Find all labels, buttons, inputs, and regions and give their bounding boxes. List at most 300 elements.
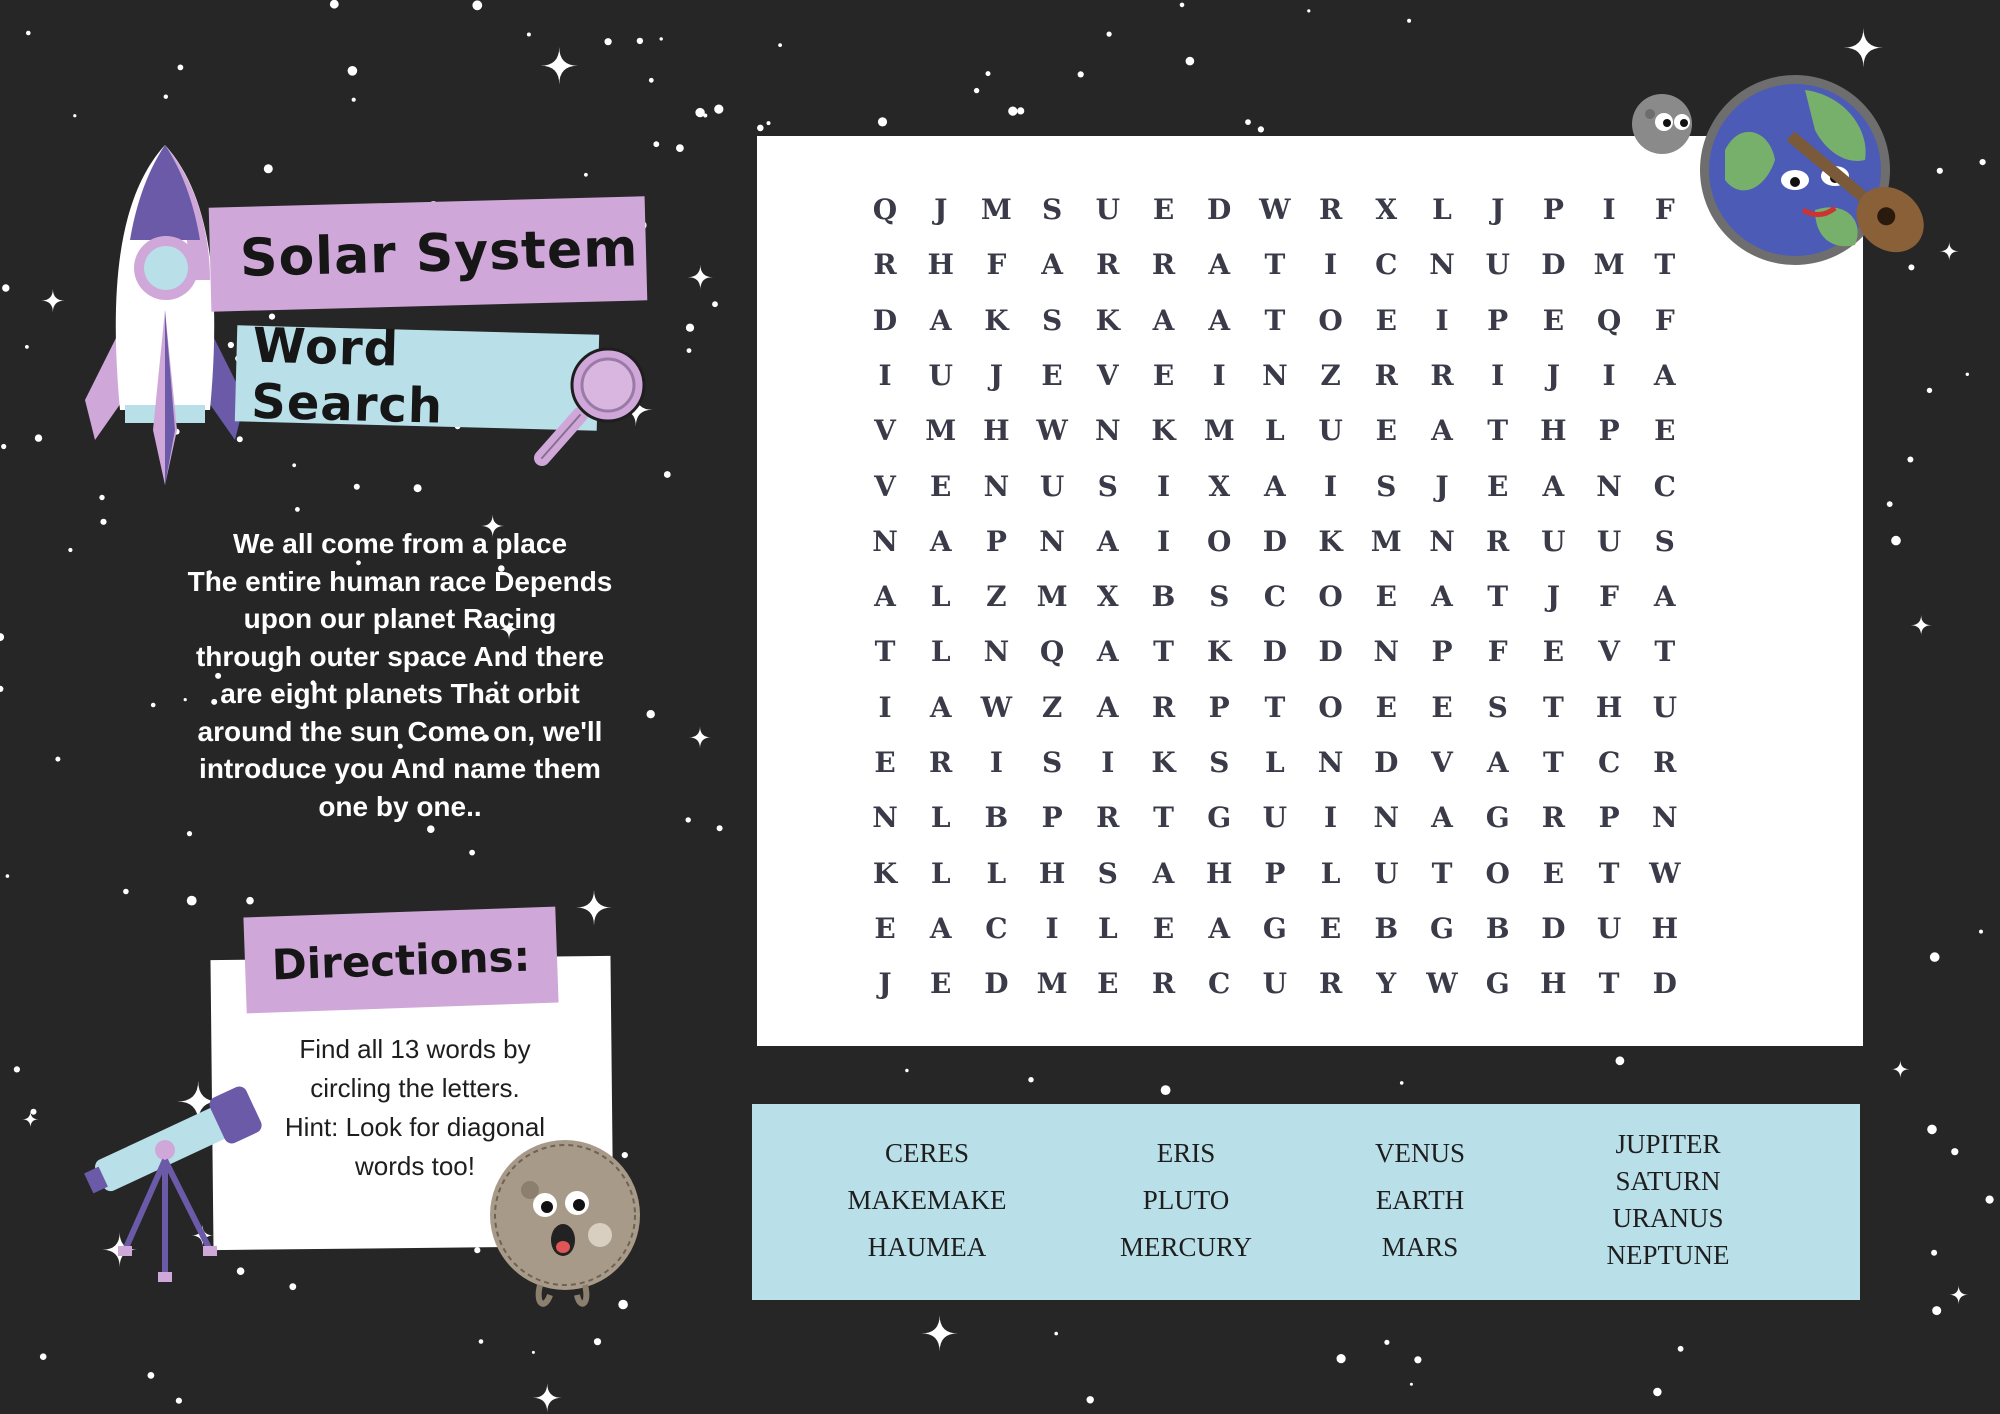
grid-letter[interactable]: R: [1318, 193, 1343, 226]
grid-letter[interactable]: F: [1599, 580, 1620, 614]
star-dot: [2, 284, 9, 291]
grid-letter[interactable]: A: [929, 303, 952, 337]
star-dot: [187, 896, 197, 906]
grid-letter[interactable]: U: [1652, 690, 1677, 724]
grid-letter[interactable]: L: [1097, 911, 1118, 945]
grid-letter[interactable]: B: [1374, 911, 1399, 945]
grid-letter[interactable]: N: [1095, 414, 1121, 448]
grid-letter[interactable]: Q: [1039, 635, 1065, 669]
grid-letter[interactable]: I: [1156, 469, 1171, 503]
star-dot: [1966, 373, 1969, 376]
grid-letter[interactable]: L: [986, 856, 1007, 890]
grid-letter[interactable]: L: [930, 580, 951, 614]
moon-character-icon: [485, 1135, 645, 1315]
grid-letter[interactable]: U: [1596, 911, 1622, 945]
star-dot: [1400, 1081, 1404, 1085]
grid-row: [865, 522, 1705, 562]
grid-letter[interactable]: E: [1375, 303, 1397, 337]
grid-letter[interactable]: U: [1596, 524, 1622, 558]
grid-letter[interactable]: D: [1318, 635, 1343, 669]
word-list-item: SATURN: [1615, 1166, 1721, 1196]
grid-letter[interactable]: S: [1041, 303, 1063, 337]
grid-letter[interactable]: E: [1375, 690, 1397, 724]
star-icon: [1844, 28, 1883, 67]
grid-letter[interactable]: T: [1264, 690, 1286, 724]
grid-letter[interactable]: K: [1151, 746, 1176, 779]
grid-letter[interactable]: A: [1152, 303, 1175, 337]
star-dot: [714, 105, 723, 114]
star-dot: [974, 88, 979, 93]
word-list-item: ERIS: [1156, 1138, 1216, 1168]
grid-letter[interactable]: P: [1598, 414, 1620, 448]
grid-letter[interactable]: P: [1208, 690, 1230, 724]
grid-letter[interactable]: A: [1264, 469, 1286, 503]
grid-letter[interactable]: A: [1653, 580, 1676, 614]
star-dot: [100, 519, 106, 525]
grid-letter[interactable]: A: [874, 580, 896, 614]
grid-letter[interactable]: S: [1376, 469, 1397, 503]
grid-letter[interactable]: Z: [986, 580, 1007, 614]
star-dot: [594, 1338, 601, 1345]
grid-letter[interactable]: I: [1212, 358, 1226, 392]
grid-letter[interactable]: V: [1431, 746, 1453, 779]
grid-letter[interactable]: K: [1207, 635, 1232, 669]
grid-letter[interactable]: B: [1151, 580, 1176, 614]
grid-letter[interactable]: H: [1540, 414, 1567, 448]
grid-letter[interactable]: M: [1036, 580, 1068, 614]
grid-letter[interactable]: I: [878, 690, 892, 724]
star-icon: [576, 890, 612, 926]
grid-letter[interactable]: A: [1208, 248, 1231, 282]
grid-letter[interactable]: T: [1654, 248, 1676, 282]
word-list-item: NEPTUNE: [1606, 1240, 1730, 1270]
grid-letter[interactable]: L: [930, 635, 951, 669]
letter-grid: [865, 190, 1705, 1010]
star-dot: [1891, 536, 1901, 546]
star-dot: [1180, 3, 1185, 8]
grid-letter[interactable]: P: [985, 524, 1007, 558]
grid-letter[interactable]: G: [1262, 911, 1287, 945]
grid-letter[interactable]: H: [1205, 856, 1233, 890]
star-dot: [1907, 457, 1913, 463]
star-dot: [1078, 71, 1084, 77]
grid-letter[interactable]: H: [1540, 967, 1567, 1001]
grid-letter[interactable]: A: [1486, 746, 1509, 779]
star-icon: [688, 265, 713, 290]
grid-letter[interactable]: O: [1318, 303, 1343, 337]
grid-letter[interactable]: R: [1151, 690, 1176, 724]
grid-letter[interactable]: A: [1096, 690, 1119, 724]
star-dot: [1616, 1056, 1625, 1065]
grid-letter[interactable]: K: [872, 856, 898, 890]
grid-letter[interactable]: H: [983, 414, 1010, 448]
grid-letter[interactable]: R: [1374, 358, 1398, 392]
grid-letter[interactable]: J: [1546, 358, 1561, 392]
grid-letter[interactable]: X: [1375, 193, 1398, 226]
grid-letter[interactable]: A: [1208, 911, 1231, 945]
grid-letter[interactable]: H: [1651, 911, 1679, 945]
grid-letter[interactable]: B: [1485, 911, 1510, 945]
grid-letter[interactable]: A: [1152, 856, 1175, 890]
grid-letter[interactable]: I: [1602, 193, 1616, 226]
grid-row: [865, 798, 1705, 838]
grid-letter[interactable]: A: [1208, 303, 1231, 337]
grid-letter[interactable]: R: [1151, 248, 1176, 282]
grid-letter[interactable]: O: [1318, 580, 1343, 614]
star-dot: [1932, 1306, 1941, 1315]
grid-letter[interactable]: J: [1491, 193, 1505, 226]
grid-letter[interactable]: N: [1652, 801, 1678, 835]
grid-letter[interactable]: F: [1654, 303, 1675, 337]
grid-letter[interactable]: I: [1435, 303, 1449, 337]
grid-letter[interactable]: U: [1262, 801, 1288, 835]
grid-letter[interactable]: K: [1095, 303, 1120, 337]
star-dot: [55, 757, 60, 762]
grid-letter[interactable]: H: [1595, 690, 1623, 724]
word-list-item: MERCURY: [1119, 1232, 1253, 1262]
grid-letter[interactable]: R: [1430, 358, 1454, 392]
star-dot: [31, 1109, 37, 1115]
grid-letter[interactable]: M: [1203, 414, 1235, 448]
grid-letter[interactable]: V: [874, 414, 896, 448]
grid-letter[interactable]: J: [934, 193, 948, 226]
star-icon: [689, 726, 711, 748]
grid-letter[interactable]: O: [1206, 524, 1232, 558]
grid-letter[interactable]: T: [1431, 856, 1453, 890]
grid-letter[interactable]: A: [1431, 580, 1453, 614]
grid-letter[interactable]: C: [1263, 580, 1287, 614]
star-dot: [99, 495, 104, 500]
grid-letter[interactable]: N: [1317, 746, 1344, 779]
grid-row: [865, 301, 1705, 341]
grid-letter[interactable]: K: [1318, 524, 1343, 558]
grid-letter[interactable]: T: [874, 635, 896, 669]
grid-letter[interactable]: P: [1542, 193, 1564, 226]
grid-letter[interactable]: D: [1207, 193, 1232, 226]
grid-letter[interactable]: I: [1324, 801, 1338, 835]
star-dot: [1887, 501, 1893, 507]
star-dot: [1384, 1340, 1389, 1345]
grid-letter[interactable]: G: [1485, 967, 1510, 1001]
grid-letter[interactable]: E: [1542, 635, 1565, 669]
grid-letter[interactable]: S: [1487, 690, 1508, 724]
grid-letter[interactable]: D: [1262, 635, 1288, 669]
word-list-item: HAUMEA: [867, 1232, 987, 1262]
grid-letter[interactable]: F: [1487, 635, 1508, 669]
grid-letter[interactable]: C: [985, 911, 1008, 945]
grid-letter[interactable]: K: [984, 303, 1009, 337]
magnifying-glass-icon: [530, 340, 660, 470]
grid-letter[interactable]: V: [1096, 358, 1119, 392]
grid-letter[interactable]: S: [1097, 856, 1118, 890]
grid-letter[interactable]: N: [1596, 469, 1622, 503]
grid-letter[interactable]: T: [1598, 967, 1620, 1001]
grid-letter[interactable]: N: [1262, 358, 1288, 392]
grid-letter[interactable]: T: [1654, 635, 1676, 669]
star-dot: [187, 831, 192, 836]
star-dot: [26, 31, 31, 36]
grid-letter[interactable]: R: [1318, 967, 1343, 1001]
grid-letter[interactable]: A: [1096, 635, 1119, 669]
grid-letter[interactable]: T: [1264, 303, 1286, 337]
grid-letter[interactable]: M: [1036, 967, 1068, 1001]
grid-letter[interactable]: S: [1041, 746, 1063, 779]
grid-letter[interactable]: S: [1654, 524, 1675, 558]
star-dot: [986, 71, 991, 76]
grid-letter[interactable]: I: [1156, 524, 1171, 558]
grid-row: [865, 467, 1705, 507]
grid-letter[interactable]: E: [930, 469, 952, 503]
grid-letter[interactable]: E: [1152, 911, 1175, 945]
grid-letter[interactable]: S: [1209, 746, 1230, 779]
grid-letter[interactable]: T: [1598, 856, 1620, 890]
grid-letter[interactable]: K: [1151, 414, 1176, 448]
grid-letter[interactable]: E: [1319, 911, 1342, 945]
poem-line: are eight planets That orbit: [220, 678, 580, 709]
grid-letter[interactable]: N: [983, 635, 1010, 669]
grid-letter[interactable]: Z: [1320, 358, 1341, 392]
star-dot: [352, 98, 356, 102]
grid-letter[interactable]: A: [1431, 414, 1453, 448]
grid-row: [865, 356, 1705, 396]
grid-letter[interactable]: E: [874, 746, 896, 779]
grid-letter[interactable]: R: [1541, 801, 1566, 835]
grid-letter[interactable]: P: [1487, 303, 1509, 337]
grid-letter[interactable]: F: [986, 248, 1007, 282]
title-banner-line1: [209, 196, 648, 311]
grid-letter[interactable]: B: [984, 801, 1009, 835]
star-dot: [1980, 159, 1986, 165]
grid-letter[interactable]: A: [1096, 524, 1119, 558]
grid-letter[interactable]: O: [1485, 856, 1510, 890]
star-dot: [479, 1339, 484, 1344]
star-dot: [68, 548, 72, 552]
grid-letter[interactable]: Q: [1596, 303, 1622, 337]
page-title: Solar System: [239, 218, 640, 289]
grid-letter[interactable]: E: [1431, 690, 1453, 724]
grid-letter[interactable]: Q: [872, 193, 898, 226]
grid-letter[interactable]: U: [928, 358, 953, 392]
grid-letter[interactable]: R: [1486, 524, 1510, 558]
grid-letter[interactable]: W: [1426, 967, 1458, 1001]
grid-letter[interactable]: N: [1373, 635, 1400, 669]
grid-letter[interactable]: D: [1262, 524, 1288, 558]
grid-letter[interactable]: N: [1429, 248, 1455, 282]
grid-letter[interactable]: E: [1375, 414, 1397, 448]
grid-letter[interactable]: R: [1096, 801, 1120, 835]
grid-letter[interactable]: U: [1541, 524, 1566, 558]
grid-letter[interactable]: T: [1487, 414, 1509, 448]
grid-letter[interactable]: P: [1264, 856, 1286, 890]
grid-letter[interactable]: L: [930, 801, 951, 835]
grid-letter[interactable]: V: [1598, 635, 1620, 669]
grid-letter[interactable]: U: [1262, 967, 1288, 1001]
star-dot: [1931, 1250, 1937, 1256]
grid-letter[interactable]: A: [1653, 358, 1676, 392]
grid-letter[interactable]: A: [1431, 801, 1453, 835]
grid-letter[interactable]: N: [872, 524, 898, 558]
grid-letter[interactable]: D: [984, 967, 1009, 1001]
grid-letter[interactable]: E: [874, 911, 896, 945]
star-dot: [653, 141, 659, 147]
grid-letter[interactable]: W: [1649, 856, 1681, 890]
grid-letter[interactable]: R: [1096, 248, 1120, 282]
grid-letter[interactable]: R: [1653, 746, 1677, 779]
grid-letter[interactable]: T: [1487, 580, 1509, 614]
star-dot: [469, 850, 475, 856]
poem-line: upon our planet Racing: [243, 603, 557, 634]
star-dot: [1979, 930, 1983, 934]
grid-letter[interactable]: J: [878, 967, 892, 1001]
grid-letter[interactable]: H: [927, 248, 954, 282]
grid-letter[interactable]: J: [989, 358, 1004, 392]
grid-letter[interactable]: X: [1208, 469, 1231, 503]
star-dot: [1087, 1396, 1094, 1403]
star-dot: [1951, 1148, 1958, 1155]
grid-letter[interactable]: W: [980, 690, 1013, 724]
grid-letter[interactable]: D: [1374, 746, 1399, 779]
grid-letter[interactable]: N: [983, 469, 1010, 503]
grid-letter[interactable]: U: [1485, 248, 1510, 282]
star-dot: [474, 1247, 480, 1253]
grid-letter[interactable]: R: [1151, 967, 1176, 1001]
grid-letter[interactable]: A: [1542, 469, 1565, 503]
grid-letter[interactable]: U: [1374, 856, 1399, 890]
grid-letter[interactable]: D: [1541, 911, 1566, 945]
grid-letter[interactable]: W: [1036, 414, 1068, 448]
grid-letter[interactable]: W: [1259, 193, 1291, 226]
grid-letter[interactable]: M: [1370, 524, 1402, 558]
grid-letter[interactable]: F: [1654, 193, 1675, 226]
grid-letter[interactable]: M: [1593, 248, 1625, 282]
star-icon: [1891, 1060, 1910, 1079]
grid-letter[interactable]: E: [1487, 469, 1509, 503]
grid-letter[interactable]: D: [872, 303, 898, 337]
star-icon: [1911, 615, 1932, 636]
grid-letter[interactable]: T: [1153, 635, 1174, 669]
grid-letter[interactable]: T: [1542, 690, 1564, 724]
grid-letter[interactable]: A: [929, 524, 952, 558]
star-dot: [1414, 1356, 1421, 1363]
grid-letter[interactable]: N: [1373, 801, 1400, 835]
grid-letter[interactable]: L: [1265, 746, 1285, 779]
grid-letter[interactable]: A: [929, 911, 952, 945]
grid-letter[interactable]: X: [1096, 580, 1119, 614]
grid-letter[interactable]: I: [878, 358, 892, 392]
grid-letter[interactable]: G: [1485, 801, 1510, 835]
earth-with-guitar-icon: [1695, 70, 1955, 290]
grid-letter[interactable]: I: [1602, 358, 1616, 392]
grid-letter[interactable]: Z: [1041, 690, 1063, 724]
grid-letter[interactable]: J: [1435, 469, 1449, 503]
grid-letter[interactable]: E: [930, 967, 952, 1001]
star-dot: [14, 1066, 20, 1072]
grid-row: [865, 190, 1705, 230]
grid-letter[interactable]: C: [1208, 967, 1231, 1001]
grid-letter[interactable]: D: [1652, 967, 1677, 1001]
star-dot: [123, 889, 129, 895]
grid-letter[interactable]: I: [1324, 248, 1338, 282]
grid-letter[interactable]: P: [1041, 801, 1063, 835]
grid-letter[interactable]: L: [1432, 193, 1452, 226]
grid-letter[interactable]: I: [1045, 911, 1059, 945]
grid-letter[interactable]: C: [1375, 248, 1398, 282]
grid-letter[interactable]: E: [1152, 193, 1175, 226]
grid-letter[interactable]: N: [872, 801, 898, 835]
star-dot: [292, 463, 296, 467]
grid-letter[interactable]: S: [1209, 580, 1230, 614]
grid-letter[interactable]: C: [1597, 746, 1621, 779]
grid-letter[interactable]: G: [1430, 911, 1454, 945]
grid-letter[interactable]: V: [874, 469, 896, 503]
grid-letter[interactable]: A: [1041, 248, 1063, 282]
grid-letter[interactable]: S: [1041, 193, 1063, 226]
grid-letter[interactable]: E: [1654, 414, 1676, 448]
grid-letter[interactable]: U: [1318, 414, 1343, 448]
grid-letter[interactable]: A: [929, 690, 952, 724]
star-dot: [637, 38, 643, 44]
grid-letter[interactable]: N: [1429, 524, 1455, 558]
grid-letter[interactable]: P: [1431, 635, 1453, 669]
star-dot: [1161, 1085, 1171, 1095]
grid-letter[interactable]: E: [1375, 580, 1397, 614]
grid-letter[interactable]: H: [1038, 856, 1066, 890]
grid-letter[interactable]: E: [1097, 967, 1119, 1001]
star-dot: [676, 144, 684, 152]
grid-letter[interactable]: P: [1598, 801, 1620, 835]
grid-letter[interactable]: L: [1265, 414, 1285, 448]
star-dot: [1410, 1383, 1413, 1386]
grid-letter[interactable]: E: [1542, 303, 1565, 337]
grid-row: [865, 577, 1705, 617]
grid-letter[interactable]: I: [1324, 469, 1338, 503]
grid-letter[interactable]: J: [1546, 580, 1561, 614]
grid-letter[interactable]: N: [1039, 524, 1065, 558]
star-dot: [414, 484, 422, 492]
grid-letter[interactable]: E: [1152, 358, 1175, 392]
grid-letter[interactable]: T: [1264, 248, 1286, 282]
star-icon: [1949, 1285, 1968, 1304]
grid-letter[interactable]: U: [1039, 469, 1065, 503]
grid-letter[interactable]: M: [925, 414, 957, 448]
grid-letter[interactable]: D: [1541, 248, 1566, 282]
grid-letter[interactable]: U: [1095, 193, 1120, 226]
grid-letter[interactable]: E: [1542, 856, 1565, 890]
grid-letter[interactable]: I: [1491, 358, 1505, 392]
star-dot: [427, 825, 435, 833]
grid-letter[interactable]: C: [1653, 469, 1676, 503]
grid-letter[interactable]: L: [930, 856, 951, 890]
grid-letter[interactable]: T: [1153, 801, 1174, 835]
grid-letter[interactable]: I: [989, 746, 1003, 779]
grid-letter[interactable]: I: [1101, 746, 1115, 779]
directions-line: circling the letters.: [310, 1073, 520, 1103]
grid-letter[interactable]: R: [873, 248, 897, 282]
word-list-item: PLUTO: [1142, 1185, 1230, 1215]
grid-letter[interactable]: O: [1318, 690, 1343, 724]
word-list-column: [1320, 1130, 1520, 1271]
grid-letter[interactable]: S: [1097, 469, 1118, 503]
star-icon: [22, 1111, 39, 1128]
star-dot: [1054, 1332, 1058, 1336]
grid-letter[interactable]: G: [1207, 801, 1232, 835]
grid-letter[interactable]: R: [929, 746, 953, 779]
grid-letter[interactable]: L: [1320, 856, 1341, 890]
grid-letter[interactable]: T: [1542, 746, 1564, 779]
grid-letter[interactable]: M: [980, 193, 1012, 226]
grid-letter[interactable]: E: [1041, 358, 1063, 392]
grid-letter[interactable]: Y: [1376, 967, 1397, 1001]
